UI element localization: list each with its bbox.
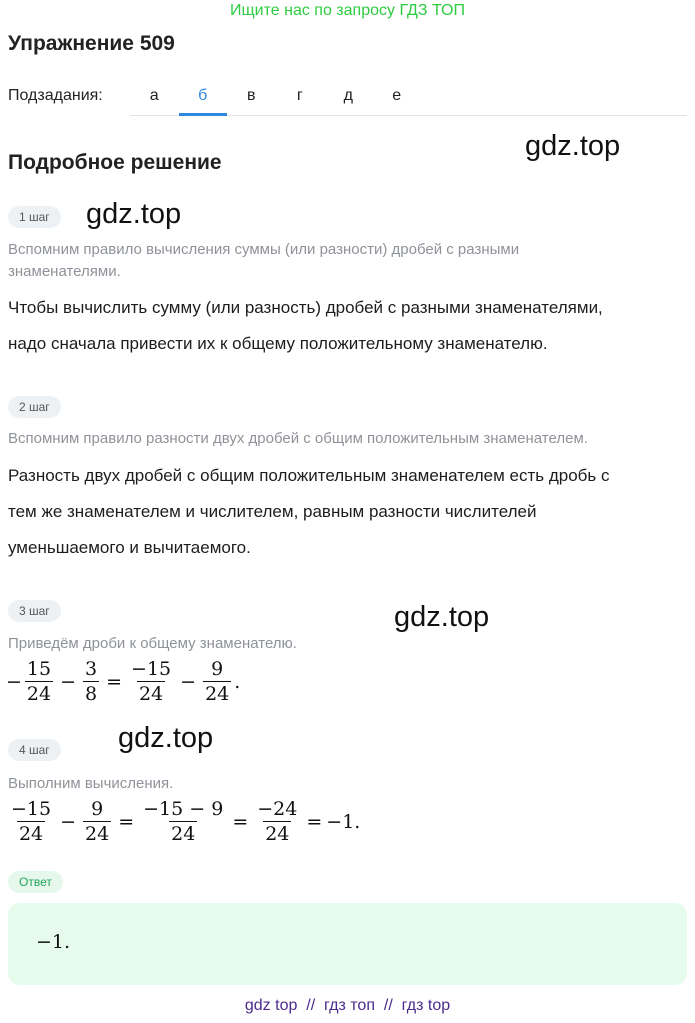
- fraction: [83, 798, 111, 845]
- watermark: gdz.top: [525, 130, 621, 162]
- solution-title: Подробное решение: [8, 151, 222, 174]
- step-2-text-line: Разность двух дробей с общим положительным знаменателем есть дробь с: [8, 466, 610, 485]
- denominator: 8: [85, 683, 98, 705]
- step-1-text-line: надо сначала привести их к общему положительному знаменателю.: [8, 334, 548, 353]
- step-2-badge: 2 шаг: [8, 396, 61, 418]
- denominator: 24: [171, 823, 196, 845]
- subtask-tabs: [130, 80, 687, 116]
- step-2-text-line: тем же знаменателем и числителем, равным разности числителей: [8, 502, 537, 521]
- step-2-hint: Вспомним правило разности двух дробей с общим положительным знаменателем.: [8, 430, 588, 447]
- step-2-text-line: уменьшаемого и вычитаемого.: [8, 538, 251, 557]
- numerator: −24: [257, 798, 298, 820]
- step-3-formula: [6, 658, 240, 705]
- denominator: 24: [265, 823, 290, 845]
- step-1-hint-line: Вспомним правило вычисления суммы (или разности) дробей с разными: [8, 241, 520, 258]
- numerator: 3: [85, 658, 98, 680]
- watermark: gdz.top: [394, 601, 490, 633]
- operator: =: [106, 670, 123, 693]
- operator: =: [118, 810, 135, 833]
- denominator: 24: [139, 683, 164, 705]
- step-1-badge: 1 шаг: [8, 206, 61, 228]
- fraction: [129, 658, 173, 705]
- fraction: [9, 798, 53, 845]
- numerator: 9: [91, 798, 104, 820]
- fraction: [255, 798, 299, 845]
- operator: =: [306, 810, 323, 833]
- denominator: 24: [18, 823, 44, 845]
- operator: −: [180, 670, 197, 693]
- operator: =: [232, 810, 249, 833]
- step-4-formula: [6, 798, 360, 845]
- step-1-hint-line: знаменателями.: [8, 263, 121, 280]
- step-1-text-line: Чтобы вычислить сумму (или разность) дробей с разными знаменателями,: [8, 298, 603, 317]
- numerator: −15: [11, 798, 52, 820]
- fraction: [141, 798, 225, 845]
- denominator: 24: [26, 683, 52, 705]
- subtasks-label: Подзадания:: [8, 87, 103, 104]
- fraction: [83, 658, 99, 705]
- result: −1.: [326, 810, 361, 833]
- step-3-badge: 3 шаг: [8, 600, 61, 622]
- tab-v[interactable]: в: [247, 87, 256, 104]
- answer-badge: Ответ: [8, 871, 63, 893]
- period: .: [234, 670, 241, 693]
- fraction: [25, 658, 53, 705]
- step-1-hint: [8, 239, 519, 283]
- fraction: [203, 658, 231, 705]
- step-4-badge: 4 шаг: [8, 739, 61, 761]
- numerator: −15 − 9: [143, 798, 224, 820]
- sign: −: [6, 670, 22, 693]
- tab-b[interactable]: б: [179, 80, 228, 116]
- denominator: 24: [85, 823, 110, 845]
- numerator: −15: [131, 658, 172, 680]
- page-title: Упражнение 509: [8, 32, 175, 55]
- tab-g[interactable]: г: [296, 87, 303, 104]
- denominator: 24: [205, 683, 230, 705]
- numerator: 15: [26, 658, 52, 680]
- watermark: gdz.top: [86, 198, 182, 230]
- answer-box: [8, 903, 687, 985]
- top-banner: Ищите нас по запросу ГДЗ ТОП: [230, 2, 465, 19]
- numerator: 9: [211, 658, 224, 680]
- step-2-text: [8, 458, 610, 566]
- watermark: gdz.top: [118, 722, 214, 754]
- step-3-hint: Приведём дроби к общему знаменателю.: [8, 635, 297, 652]
- operator: −: [60, 810, 77, 833]
- tab-e[interactable]: е: [392, 87, 402, 104]
- footer-links: gdz top // гдз топ // гдз top: [244, 997, 451, 1014]
- tab-a[interactable]: а: [149, 87, 159, 104]
- step-1-text: [8, 290, 603, 362]
- step-4-hint: Выполним вычисления.: [8, 775, 174, 792]
- operator: −: [60, 670, 77, 693]
- answer-value: −1.: [36, 931, 71, 953]
- tab-d[interactable]: д: [343, 87, 353, 104]
